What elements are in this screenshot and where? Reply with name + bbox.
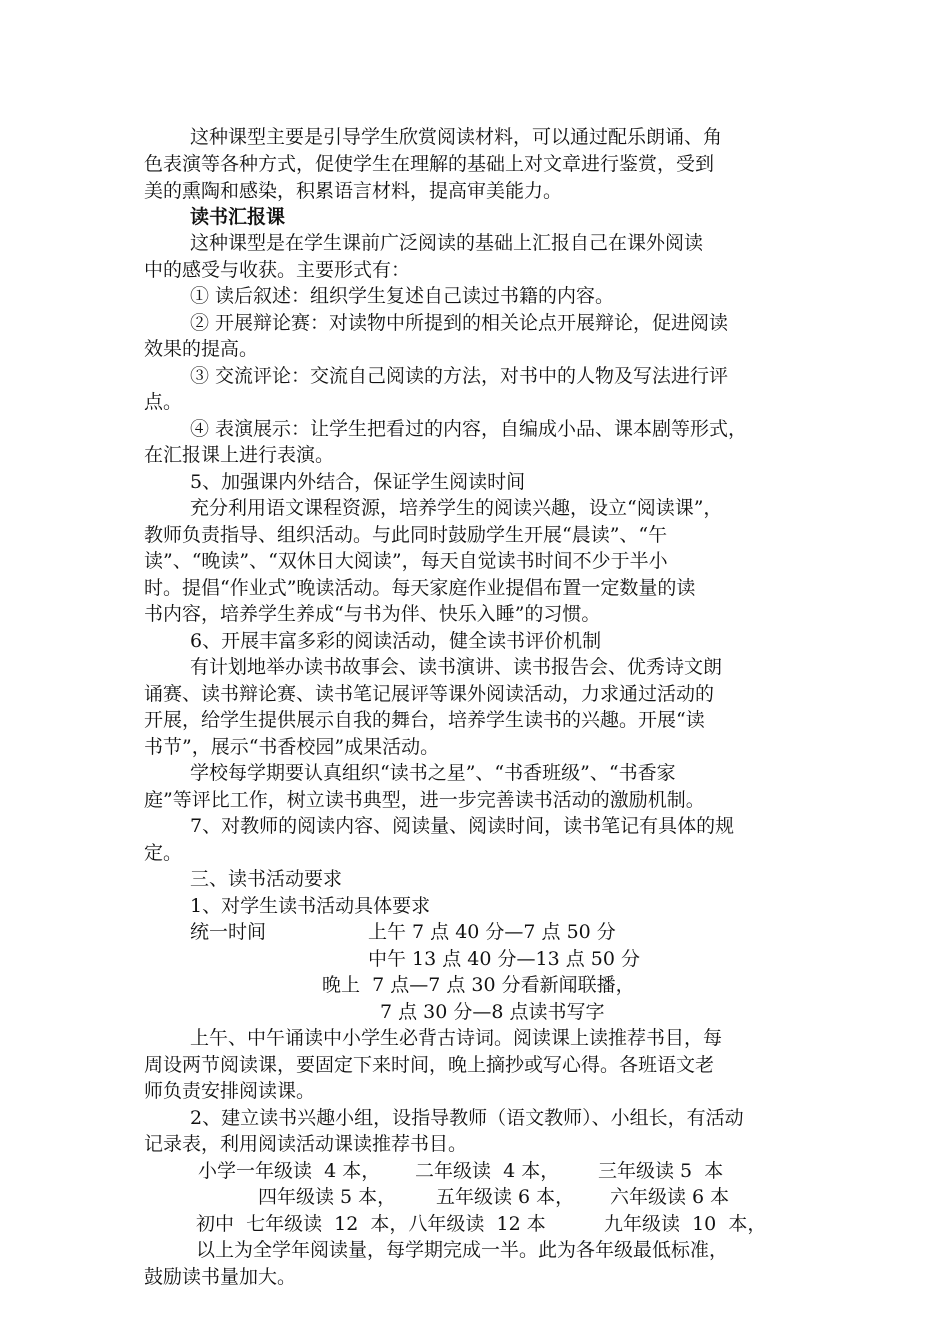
text-line: 统一时间	[190, 921, 267, 943]
text-line: ③ 交流评论：交流自己阅读的方法，对书中的人物及写法进行评	[190, 365, 729, 387]
text-line: 这种课型是在学生课前广泛阅读的基础上汇报自己在课外阅读	[190, 232, 704, 254]
text-line: 庭”等评比工作，树立读书典型，进一步完善读书活动的激励机制。	[144, 789, 705, 811]
text-line: 九年级读 10 本，	[604, 1213, 767, 1235]
text-line: ④ 表演展示：让学生把看过的内容，自编成小品、课本剧等形式，	[190, 418, 748, 440]
text-line: 书内容，培养学生养成“与书为伴、快乐入睡”的习惯。	[144, 603, 601, 625]
text-line: 以上为全学年阅读量，每学期完成一半。此为各年级最低标准，	[196, 1239, 729, 1261]
text-line: 五年级读 6 本，	[436, 1186, 575, 1208]
text-line: 1、对学生读书活动具体要求	[190, 895, 431, 917]
text-line: 三、读书活动要求	[190, 868, 343, 890]
text-line: 教师负责指导、组织活动。与此同时鼓励学生开展“晨读”、“午	[144, 524, 668, 546]
text-line: 读”、“晚读”、“双休日大阅读”，每天自觉读书时间不少于半小	[144, 550, 668, 572]
text-line: 有计划地举办读书故事会、读书演讲、读书报告会、优秀诗文朗	[190, 656, 723, 678]
text-line: 上午 7 点 40 分—7 点 50 分	[368, 921, 616, 943]
text-line: 充分利用语文课程资源，培养学生的阅读兴趣，设立“阅读课”，	[190, 497, 723, 519]
text-line: 5、加强课内外结合，保证学生阅读时间	[190, 471, 526, 493]
text-line: 周设两节阅读课，要固定下来时间，晚上摘抄或写心得。各班语文老	[144, 1054, 715, 1076]
text-line: 二年级读 4 本，	[415, 1160, 560, 1182]
text-line: 中午 13 点 40 分—13 点 50 分	[368, 948, 640, 970]
text-line: 学校每学期要认真组织“读书之星”、“书香班级”、“书香家	[190, 762, 676, 784]
text-line: 鼓励读书量加大。	[144, 1266, 297, 1288]
text-line: ② 开展辩论赛：对读物中所提到的相关论点开展辩论，促进阅读	[190, 312, 729, 334]
text-line: 7 点 30 分—8 点读书写字	[380, 1001, 605, 1023]
text-line: 中的感受与收获。主要形式有：	[144, 259, 411, 281]
text-line: 初中 七年级读 12 本，八年级读 12 本	[196, 1213, 546, 1235]
text-line: 师负责安排阅读课。	[144, 1080, 316, 1102]
text-line: 在汇报课上进行表演。	[144, 444, 335, 466]
text-line: 开展，给学生提供展示自我的舞台，培养学生读书的兴趣。开展“读	[144, 709, 705, 731]
text-line: 上午、中午诵读中小学生必背古诗词。阅读课上读推荐书目，每	[190, 1027, 723, 1049]
text-line: 六年级读 6 本	[610, 1186, 730, 1208]
text-line: 时。提倡“作业式”晚读活动。每天家庭作业提倡布置一定数量的读	[144, 577, 696, 599]
text-line: 定。	[144, 842, 183, 864]
text-line: 四年级读 5 本，	[258, 1186, 397, 1208]
text-line: 记录表，利用阅读活动课读推荐书目。	[144, 1133, 468, 1155]
text-line: 2、建立读书兴趣小组，设指导教师（语文教师）、小组长，有活动	[190, 1107, 744, 1129]
text-line: 6、开展丰富多彩的阅读活动，健全读书评价机制	[190, 630, 602, 652]
text-line: 三年级读 5 本	[598, 1160, 724, 1182]
text-line: 7、对教师的阅读内容、阅读量、阅读时间，读书笔记有具体的规	[190, 815, 735, 837]
text-line: 美的熏陶和感染，积累语言材料，提高审美能力。	[144, 180, 563, 202]
text-line: 这种课型主要是引导学生欣赏阅读材料，可以通过配乐朗诵、角	[190, 126, 723, 148]
text-line: 晚上 7 点—7 点 30 分看新闻联播，	[322, 974, 635, 996]
text-line: 诵赛、读书辩论赛、读书笔记展评等课外阅读活动，力求通过活动的	[144, 683, 715, 705]
text-line: 书节”，展示“书香校园”成果活动。	[144, 736, 440, 758]
text-line: 小学一年级读 4 本，	[198, 1160, 381, 1182]
section-heading: 读书汇报课	[190, 206, 286, 228]
text-line: 色表演等各种方式，促使学生在理解的基础上对文章进行鉴赏，受到	[144, 153, 715, 175]
text-line: 效果的提高。	[144, 338, 259, 360]
text-line: 点。	[144, 391, 183, 413]
text-line: ① 读后叙述：组织学生复述自己读过书籍的内容。	[190, 285, 615, 307]
